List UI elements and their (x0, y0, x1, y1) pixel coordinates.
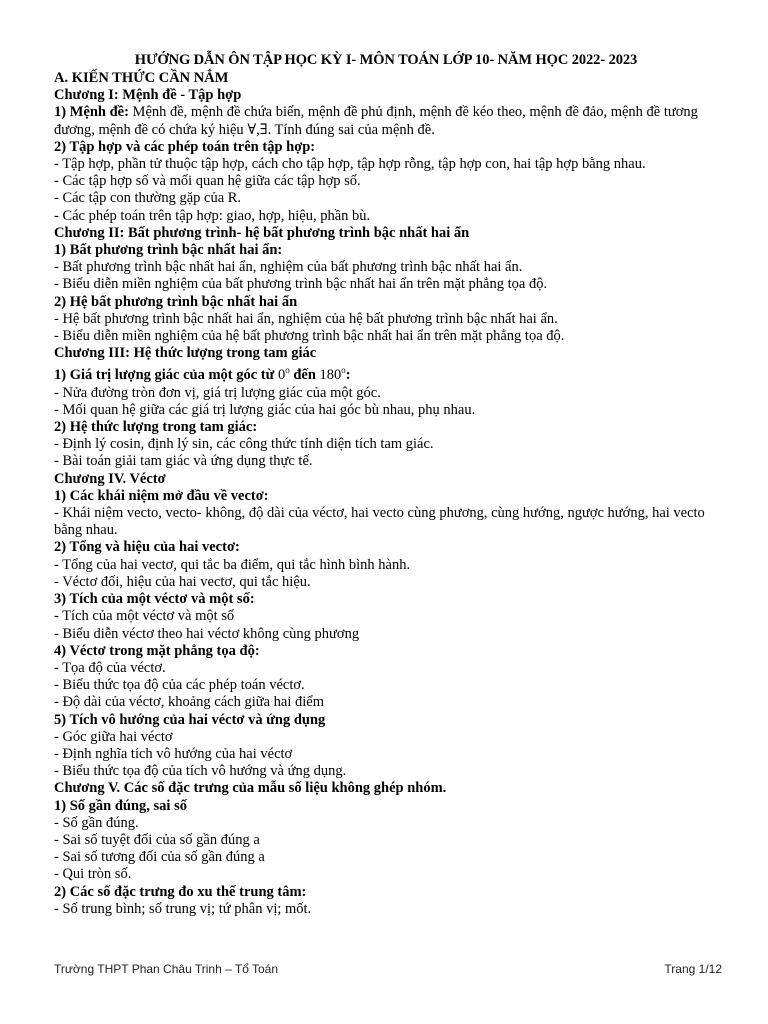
chapter-1-paragraph-1 (54, 104, 718, 138)
footer-page-number: Trang 1/12 (664, 962, 722, 976)
chapter-1-title: Chương I: Mệnh đề - Tập hợp (54, 87, 242, 104)
list-item: - Các phép toán trên tập hợp: giao, hợp, hiệu, phần bù. (54, 207, 371, 224)
paragraph-label: 1) Mệnh đề: (54, 104, 129, 121)
list-item: - Hệ bất phương trình bậc nhất hai ẩn, nghiệm của hệ bất phương trình bậc nhất hai ẩn. (54, 310, 558, 327)
chapter-4-heading-3: 3) Tích của một véctơ và một số: (54, 591, 255, 608)
chapter-5-title: Chương V. Các số đặc trưng của mẫu số liệu không ghép nhóm. (54, 780, 447, 797)
quantifier-symbols: ∀,∃ (247, 121, 268, 138)
list-item: - Tọa độ của véctơ. (54, 659, 166, 676)
degree-symbol: o (341, 365, 346, 376)
chapter-4-title: Chương IV. Véctơ (54, 470, 166, 487)
chapter-5-heading-1: 1) Số gần đúng, sai số (54, 797, 187, 814)
angle-value: 180 (319, 367, 342, 384)
chapter-4-heading-1: 1) Các khái niệm mở đầu về vectơ: (54, 487, 269, 504)
heading-text: : (345, 367, 351, 384)
chapter-2-heading-2: 2) Hệ bất phương trình bậc nhất hai ẩn (54, 293, 298, 310)
document-title: HƯỚNG DẪN ÔN TẬP HỌC KỲ I- MÔN TOÁN LỚP 10- NĂM HỌC 2022- 2023 (134, 52, 638, 68)
list-item: - Véctơ đối, hiệu của hai vectơ, qui tắc hiệu. (54, 573, 311, 590)
list-item: - Góc giữa hai véctơ (54, 728, 173, 745)
chapter-3-title: Chương III: Hệ thức lượng trong tam giác (54, 345, 317, 362)
list-item: - Bất phương trình bậc nhất hai ẩn, nghiệm của bất phương trình bậc nhất hai ẩn. (54, 259, 523, 276)
list-item: - Tập hợp, phần tử thuộc tập hợp, cách cho tập hợp, tập hợp rỗng, tập hợp con, hai tập hợp bằng nhau. (54, 156, 646, 173)
angle-value: 0 (277, 367, 286, 384)
chapter-4-heading-2: 2) Tổng và hiệu của hai vectơ: (54, 539, 240, 556)
list-item: - Biểu thức tọa độ của các phép toán véctơ. (54, 677, 305, 694)
list-item: - Số trung bình; số trung vị; tứ phân vị; mốt. (54, 900, 312, 917)
list-item: - Độ dài của véctơ, khoảng cách giữa hai điểm (54, 694, 324, 711)
list-item: - Khái niệm vecto, vecto- không, độ dài của véctơ, hai vecto cùng phương, cùng hướng, ngược hướng, hai vecto bằng nhau. (54, 505, 705, 539)
chapter-3-heading-2: 2) Hệ thức lượng trong tam giác: (54, 419, 258, 436)
heading-text: đến (289, 367, 320, 384)
list-item: - Số gần đúng. (54, 814, 139, 831)
section-heading: A. KIẾN THỨC CẦN NẮM (54, 70, 229, 86)
chapter-3-heading-1 (54, 362, 718, 384)
list-item: - Tích của một véctơ và một số (54, 608, 235, 625)
list-item: - Các tập hợp số và mối quan hệ giữa các tập hợp số. (54, 173, 361, 190)
angle-to (320, 367, 346, 383)
list-item: - Sai số tương đối của số gần đúng a (54, 849, 265, 866)
degree-symbol: o (285, 365, 290, 376)
chapter-1-heading-2: 2) Tập hợp và các phép toán trên tập hợp: (54, 138, 316, 155)
list-item: - Các tập con thường gặp của R. (54, 190, 242, 207)
list-item: - Qui tròn số. (54, 866, 132, 883)
list-item: - Định nghĩa tích vô hướng của hai véctơ (54, 745, 293, 762)
chapter-4-heading-4: 4) Véctơ trong mặt phẳng tọa độ: (54, 642, 260, 659)
paragraph-text: . Tính đúng sai của mệnh đề. (267, 121, 435, 138)
chapter-4-heading-5: 5) Tích vô hướng của hai véctơ và ứng dụng (54, 711, 326, 728)
heading-text: 1) Giá trị lượng giác của một góc từ (54, 367, 278, 384)
list-item: - Mối quan hệ giữa các giá trị lượng giác của hai góc bù nhau, phụ nhau. (54, 401, 476, 418)
list-item: - Biểu diễn véctơ theo hai véctơ không cùng phương (54, 625, 360, 642)
list-item: - Nửa đường tròn đơn vị, giá trị lượng giác của một góc. (54, 384, 381, 401)
list-item: - Biểu diễn miền nghiệm của hệ bất phương trình bậc nhất hai ẩn trên mặt phẳng tọa độ. (54, 328, 565, 345)
paragraph-text: Mệnh đề, mệnh đề chứa biến, mệnh đề phủ định, mệnh đề kéo theo, mệnh đề đảo, mệnh đề tương đương, mệnh đề có chứa ký hiệu (54, 104, 698, 138)
chapter-2-heading-1: 1) Bất phương trình bậc nhất hai ẩn: (54, 242, 283, 259)
list-item: - Tổng của hai vectơ, qui tắc ba điểm, qui tắc hình bình hành. (54, 556, 411, 573)
angle-from (278, 367, 290, 383)
chapter-5-heading-2: 2) Các số đặc trưng đo xu thế trung tâm: (54, 883, 307, 900)
list-item: - Biểu thức tọa độ của tích vô hướng và ứng dụng. (54, 763, 347, 780)
list-item: - Định lý cosin, định lý sin, các công thức tính diện tích tam giác. (54, 436, 434, 453)
footer-school: Trường THPT Phan Châu Trinh – Tổ Toán (54, 962, 279, 976)
document-content (54, 52, 718, 918)
list-item: - Bài toán giải tam giác và ứng dụng thực tế. (54, 453, 313, 470)
list-item: - Biểu diễn miền nghiệm của bất phương trình bậc nhất hai ẩn trên mặt phẳng tọa độ. (54, 276, 548, 293)
list-item: - Sai số tuyệt đối của số gần đúng a (54, 831, 260, 848)
chapter-2-title: Chương II: Bất phương trình- hệ bất phương trình bậc nhất hai ẩn (54, 224, 470, 241)
